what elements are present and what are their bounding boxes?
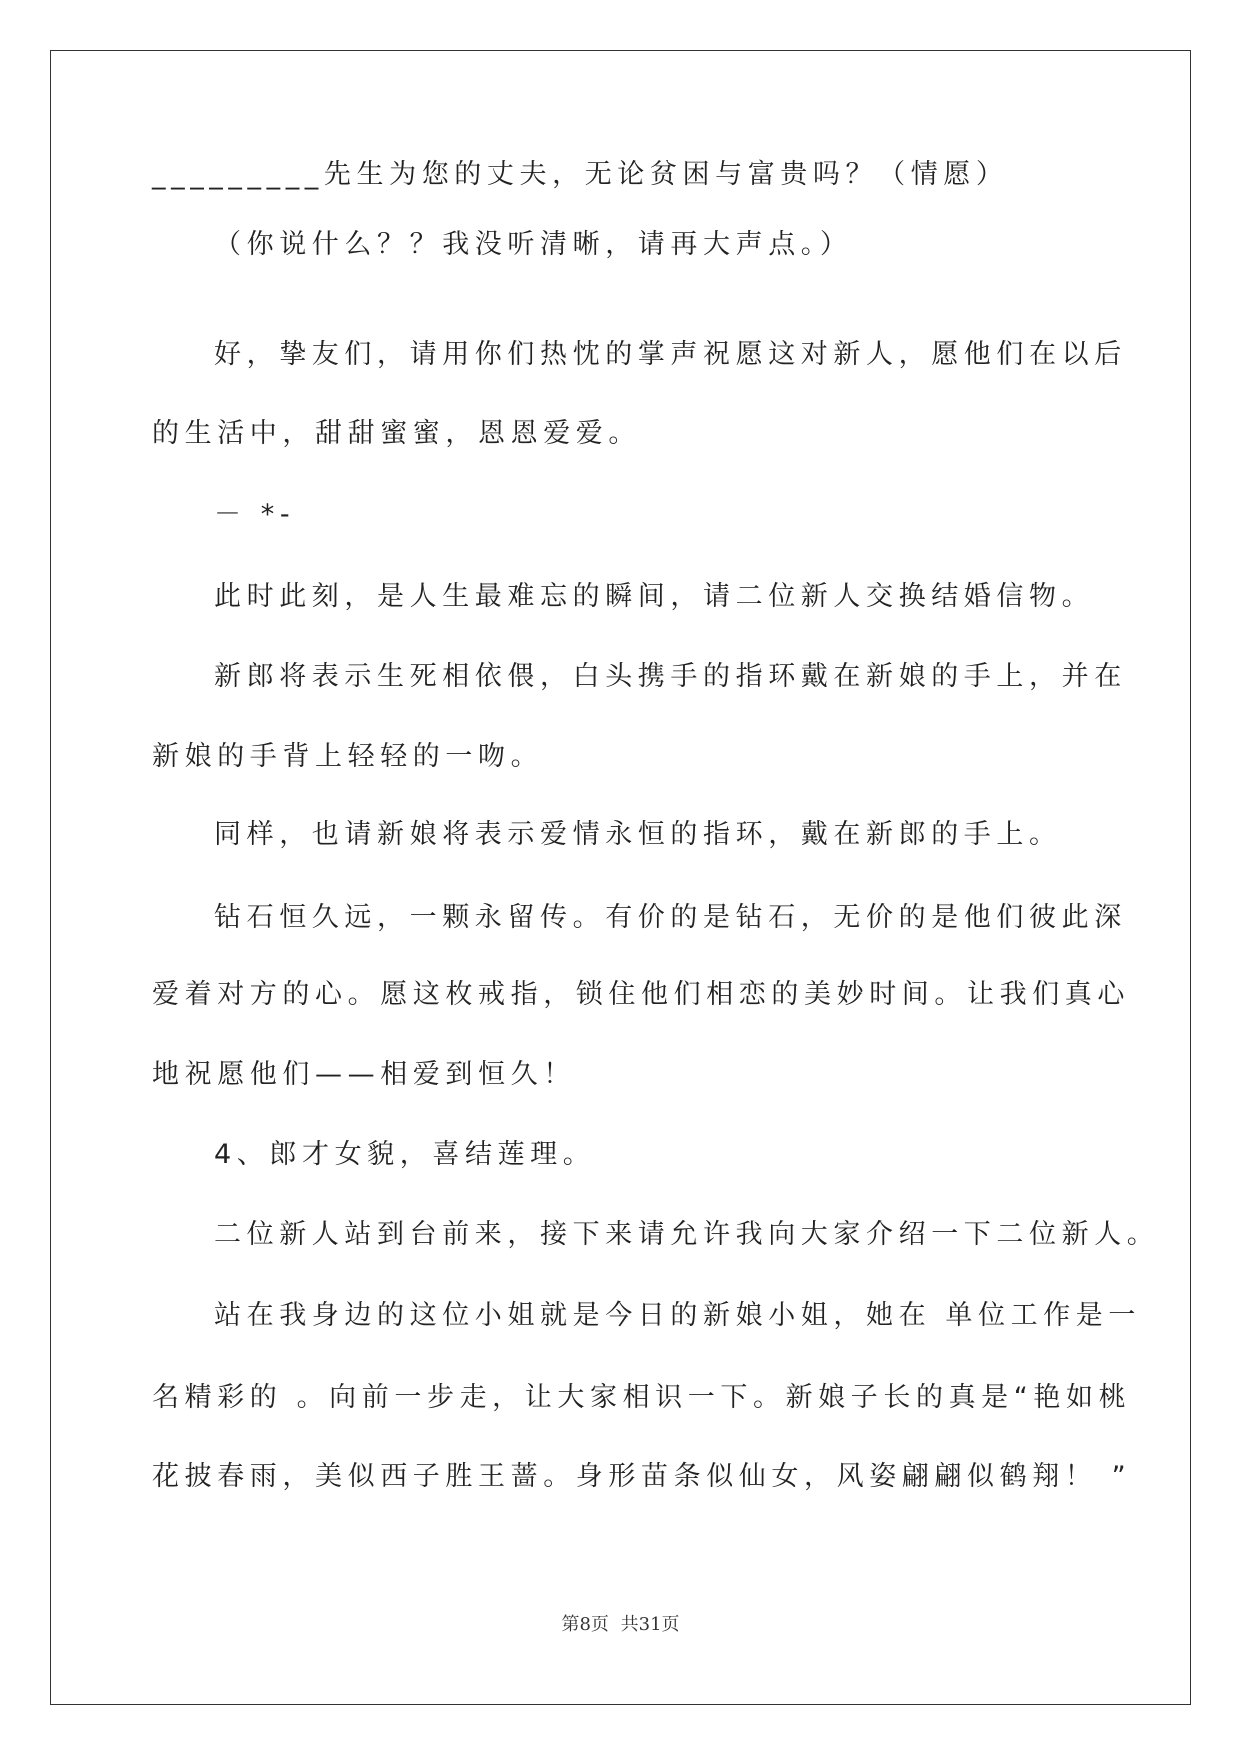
text-line: 爱着对方的心。愿这枚戒指，锁住他们相恋的美妙时间。让我们真心 — [152, 979, 1130, 1010]
text-line: 好，挚友们，请用你们热忱的掌声祝愿这对新人，愿他们在以后 — [214, 339, 1127, 370]
text-line: 此时此刻，是人生最难忘的瞬间，请二位新人交换结婚信物。 — [214, 581, 1095, 612]
page-number: 第8页 — [561, 1614, 609, 1635]
text-line: 的生活中，甜甜蜜蜜，恩恩爱爱。 — [152, 418, 641, 449]
text-line: 花披春雨，美似西子胜王蔷。身形苗条似仙女，风姿翩翩似鹤翔！ ” — [152, 1461, 1132, 1492]
text-line: 二位新人站到台前来，接下来请允许我向大家介绍一下二位新人。 — [214, 1219, 1160, 1250]
text-line: _________先生为您的丈夫，无论贫困与富贵吗？（情愿） — [152, 159, 1009, 190]
text-line: 新娘的手背上轻轻的一吻。 — [152, 741, 544, 772]
page-footer — [0, 1610, 1241, 1636]
text-line: 新郎将表示生死相依偎，白头携手的指环戴在新娘的手上，并在 — [214, 661, 1127, 692]
text-line: 站在我身边的这位小姐就是今日的新娘小姐，她在 单位工作是一 — [214, 1300, 1141, 1331]
text-line: 同样，也请新娘将表示爱情永恒的指环，戴在新郎的手上。 — [214, 819, 1062, 850]
text-line: 地祝愿他们——相爱到恒久！ — [152, 1059, 576, 1090]
page-total: 共31页 — [620, 1614, 680, 1635]
text-line: 钻石恒久远，一颗永留传。有价的是钻石，无价的是他们彼此深 — [214, 902, 1127, 933]
separator-mark: － *- — [214, 499, 296, 530]
text-line: 名精彩的 。向前一步走，让大家相识一下。新娘子长的真是“艳如桃 — [152, 1382, 1132, 1413]
text-line: 4、郎才女貌，喜结莲理。 — [214, 1139, 596, 1170]
text-line: （你说什么？？我没听清晰，请再大声点。） — [214, 229, 853, 260]
